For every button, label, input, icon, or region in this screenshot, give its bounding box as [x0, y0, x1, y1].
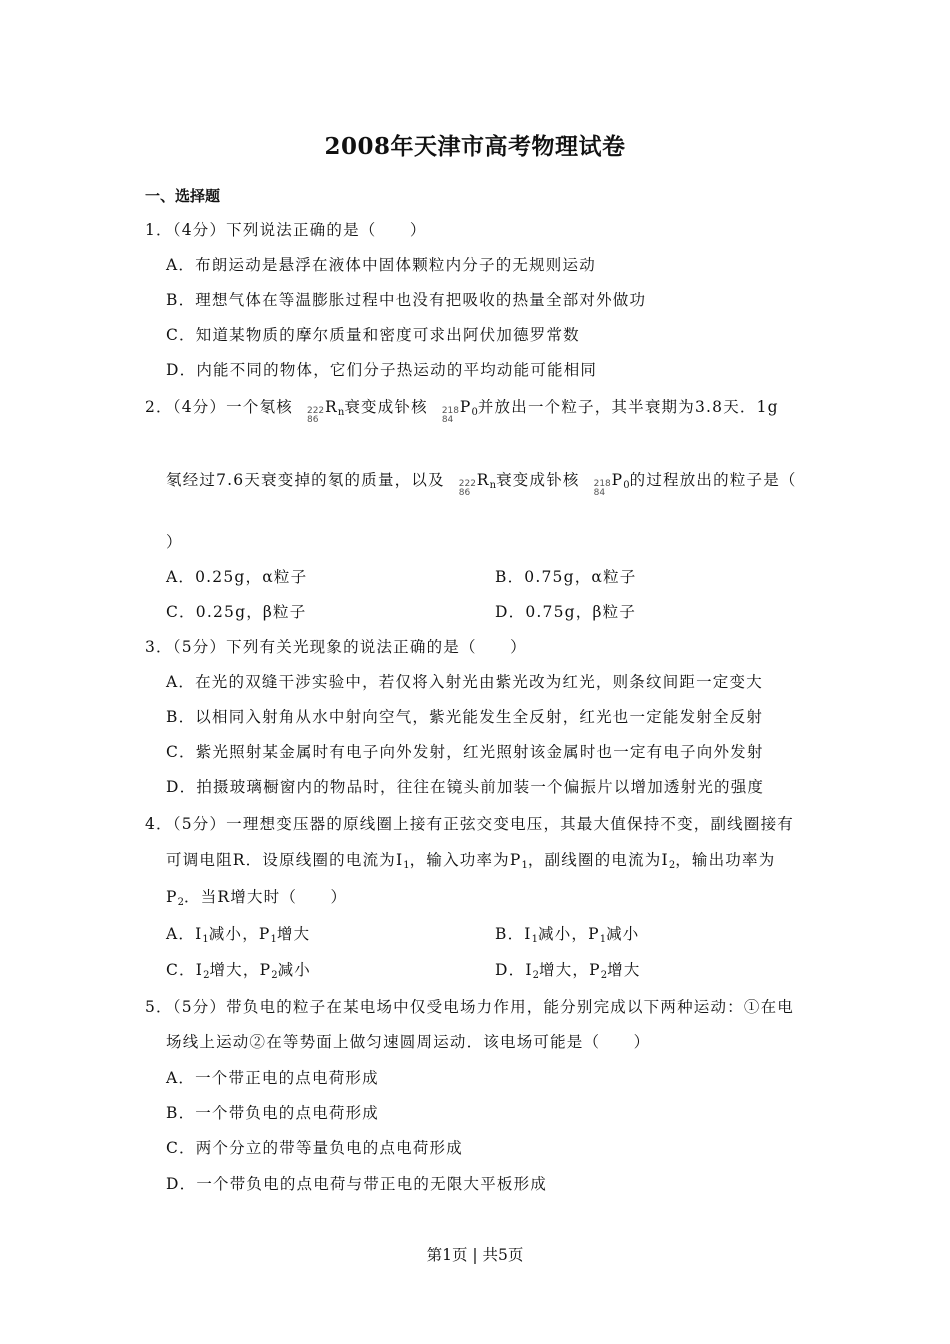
text-run: 场线上运动②在等势面上做匀速圆周运动．该电场可能是（ ） [166, 1033, 651, 1051]
subscript: 1 [403, 860, 410, 871]
subscript: 2 [668, 860, 676, 871]
subscript: 2 [203, 970, 210, 981]
element-symbol: P [459, 398, 472, 416]
nuclide-symbol [441, 398, 478, 425]
text-run: 增大 [276, 925, 311, 943]
text-run: B．理想气体在等温膨胀过程中也没有把吸收的热量全部对外做功 [166, 291, 647, 309]
text-run: C．0.25g，β粒子 [166, 603, 307, 621]
option-line [166, 705, 763, 727]
option-line [166, 288, 646, 310]
element-symbol: P [611, 471, 624, 489]
text-run: B．I [495, 925, 532, 943]
text-run: 4．（5分）一理想变压器的原线圈上接有正弦交变电压，其最大值保持不变，副线圈接有 [145, 815, 794, 833]
question-line [145, 395, 779, 425]
text-run: 2．（4分）一个氡核 [145, 398, 293, 416]
text-run: 的过程放出的粒子是（ [629, 471, 797, 489]
atomic-number: 84 [593, 488, 606, 498]
question-line [145, 218, 427, 240]
element-symbol-subscript: n [337, 407, 345, 418]
question-line [145, 812, 794, 834]
element-symbol-subscript: n [489, 480, 497, 491]
question-line [145, 995, 794, 1017]
option-line [166, 1172, 547, 1194]
subscript: 1 [521, 860, 528, 871]
text-run: A．一个带正电的点电荷形成 [166, 1069, 379, 1087]
text-run: D．内能不同的物体，它们分子热运动的平均动能可能相同 [166, 361, 598, 379]
text-run: ，输出功率为 [675, 851, 776, 869]
text-run: 增大，P [209, 961, 272, 979]
option-line [166, 1066, 379, 1088]
text-run: ．当R增大时（ ） [184, 888, 348, 906]
option-line [495, 565, 637, 587]
text-run: 并放出一个粒子，其半衰期为3.8天．1g [477, 398, 779, 416]
subscript: 1 [270, 934, 277, 945]
option-line [166, 740, 764, 762]
element-symbol-subscript: 0 [471, 407, 478, 418]
option-line [166, 1136, 463, 1158]
option-line [166, 922, 310, 945]
mass-number: 218 [441, 406, 460, 416]
text-run: 减小，P [538, 925, 600, 943]
option-line [495, 600, 636, 622]
nuclide-symbol [593, 471, 630, 498]
text-run: 增大 [607, 961, 641, 979]
subscript: 1 [531, 934, 538, 945]
text-run: A．I [166, 925, 203, 943]
text-run: A．布朗运动是悬浮在液体中固体颗粒内分子的无规则运动 [166, 256, 596, 274]
text-run: ，输入功率为P [409, 851, 522, 869]
text-run: 氡经过7.6天衰变掉的氡的质量，以及 [166, 471, 445, 489]
mass-number: 222 [458, 479, 476, 489]
text-run: D．一个带负电的点电荷与带正电的无限大平板形成 [166, 1175, 548, 1193]
atomic-number: 86 [306, 415, 319, 425]
text-run: C．知道某物质的摩尔质量和密度可求出阿伏加德罗常数 [166, 326, 580, 344]
mass-number: 222 [306, 406, 325, 416]
option-line [166, 468, 797, 498]
text-run: 减小 [277, 961, 311, 979]
text-run: 增大，P [539, 961, 601, 979]
subscript: 2 [600, 970, 608, 981]
option-line [166, 600, 306, 622]
section-heading: 一、选择题 [145, 187, 221, 205]
text-run: 可调电阻R．设原线圈的电流为I [166, 851, 404, 869]
option-line [166, 358, 597, 380]
text-run: 5．（5分）带负电的粒子在某电场中仅受电场力作用，能分别完成以下两种运动：①在电 [145, 998, 794, 1016]
option-line [166, 565, 307, 587]
text-run: D．0.75g，β粒子 [495, 603, 637, 621]
subscript: 1 [599, 934, 607, 945]
text-run: C．紫光照射某金属时有电子向外发射，红光照射该金属时也一定有电子向外发射 [166, 743, 764, 761]
option-line [495, 958, 641, 981]
option-line [166, 670, 763, 692]
option-line [495, 922, 640, 945]
text-run: C．两个分立的带等量负电的点电荷形成 [166, 1139, 463, 1157]
document-title: 2008年天津市高考物理试卷 [324, 133, 626, 160]
subscript: 1 [202, 934, 209, 945]
nuclide-symbol [306, 398, 345, 425]
text-run: C．I [166, 961, 204, 979]
subscript: 2 [177, 897, 185, 908]
element-symbol: R [324, 398, 338, 416]
text-run: 减小，P [208, 925, 271, 943]
text-run: B．一个带负电的点电荷形成 [166, 1104, 379, 1122]
option-line [166, 848, 775, 871]
mass-number: 218 [593, 479, 611, 489]
text-run: A．0.25g，α粒子 [166, 568, 308, 586]
text-run: D．拍摄玻璃橱窗内的物品时，往往在镜头前加装一个偏振片以增加透射光的强度 [166, 778, 765, 796]
option-line [166, 323, 580, 345]
atomic-number: 84 [441, 415, 454, 425]
text-run: P [166, 888, 178, 906]
text-run: 减小 [606, 925, 640, 943]
option-line [166, 1030, 650, 1052]
atomic-number: 86 [458, 488, 471, 498]
subscript: 2 [271, 970, 278, 981]
option-line [166, 885, 347, 908]
option-line [166, 253, 596, 275]
option-line [166, 530, 183, 552]
text-run: D．I [495, 961, 533, 979]
text-run: 3．（5分）下列有关光现象的说法正确的是（ ） [145, 638, 527, 656]
element-symbol-subscript: 0 [623, 480, 630, 491]
text-run: 衰变成钋核 [344, 398, 428, 416]
text-run: A．在光的双缝干涉实验中，若仅将入射光由紫光改为红光，则条纹间距一定变大 [166, 673, 763, 691]
text-run: 1．（4分）下列说法正确的是（ ） [145, 221, 427, 239]
option-line [166, 775, 764, 797]
option-line [166, 1101, 379, 1123]
text-run: 衰变成钋核 [496, 471, 580, 489]
text-run: B．0.75g，α粒子 [495, 568, 637, 586]
question-line [145, 635, 527, 657]
text-run: B．以相同入射角从水中射向空气，紫光能发生全反射，红光也一定能发射全反射 [166, 708, 764, 726]
element-symbol: R [476, 471, 490, 489]
subscript: 2 [532, 970, 540, 981]
page-footer: 第1页 | 共5页 [426, 1246, 524, 1264]
option-line [166, 958, 311, 981]
text-run: ，副线圈的电流为I [527, 851, 669, 869]
text-run: ） [166, 533, 183, 551]
nuclide-symbol [458, 471, 497, 498]
